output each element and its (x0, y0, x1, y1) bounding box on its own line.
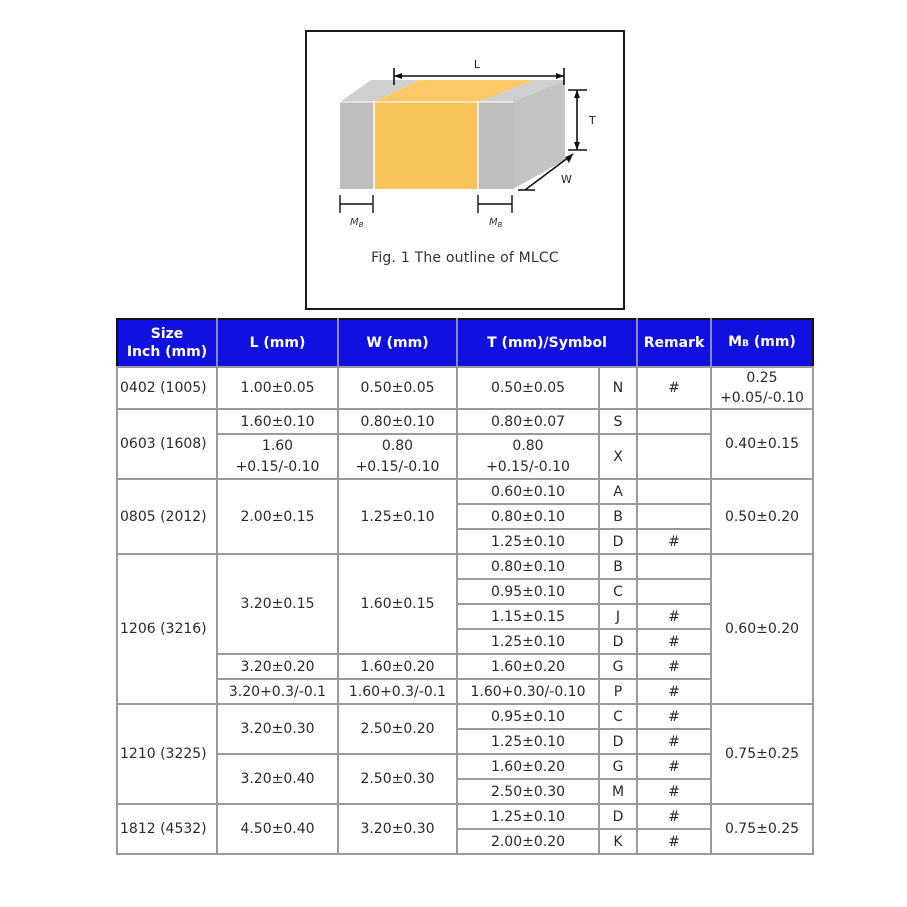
width-cell: 2.50±0.30 (338, 754, 457, 804)
width-cell: 3.20±0.30 (338, 804, 457, 854)
mb-dimension-left (340, 195, 373, 213)
table-row (117, 367, 813, 409)
symbol-cell: J (599, 604, 637, 629)
symbol-cell: B (599, 554, 637, 579)
thickness-cell: 0.80±0.10 (457, 554, 599, 579)
length-cell: 3.20±0.30 (217, 704, 338, 754)
remark-cell (637, 479, 711, 504)
length-cell: 1.60 +0.15/-0.10 (217, 434, 338, 479)
length-cell: 3.20±0.20 (217, 654, 338, 679)
thickness-label: T (589, 114, 596, 127)
width-label: W (561, 173, 572, 186)
mlcc-dimension-table (116, 318, 814, 855)
thickness-cell: 0.80±0.07 (457, 409, 599, 434)
size-cell: 1206 (3216) (117, 554, 217, 704)
remark-cell: # (637, 629, 711, 654)
remark-cell (637, 504, 711, 529)
mb-dimension-right (478, 195, 512, 213)
header-width: W (mm) (338, 319, 457, 367)
length-label: L (473, 58, 481, 71)
symbol-cell: M (599, 779, 637, 804)
table-row (117, 704, 813, 729)
remark-cell: # (637, 367, 711, 409)
remark-cell: # (637, 704, 711, 729)
symbol-cell: D (599, 629, 637, 654)
symbol-cell: S (599, 409, 637, 434)
remark-cell: # (637, 729, 711, 754)
symbol-cell: K (599, 829, 637, 854)
table-row (117, 409, 813, 434)
table-row (117, 554, 813, 579)
symbol-cell: X (599, 434, 637, 479)
symbol-cell: D (599, 804, 637, 829)
table-row (117, 654, 813, 679)
remark-cell: # (637, 654, 711, 679)
width-cell: 1.25±0.10 (338, 479, 457, 554)
thickness-dimension (568, 90, 587, 150)
symbol-cell: D (599, 529, 637, 554)
thickness-cell: 1.25±0.10 (457, 729, 599, 754)
table-row (117, 479, 813, 504)
symbol-cell: G (599, 754, 637, 779)
width-cell: 0.80±0.10 (338, 409, 457, 434)
thickness-cell: 0.95±0.10 (457, 704, 599, 729)
thickness-cell: 1.25±0.10 (457, 629, 599, 654)
body-front (374, 102, 478, 189)
symbol-cell: D (599, 729, 637, 754)
symbol-cell: B (599, 504, 637, 529)
header-size: Size Inch (mm) (117, 319, 217, 367)
thickness-cell: 1.60±0.20 (457, 754, 599, 779)
remark-cell (637, 579, 711, 604)
width-cell: 2.50±0.20 (338, 704, 457, 754)
mb-label-right: $M_B$ (489, 217, 503, 229)
remark-cell: # (637, 829, 711, 854)
thickness-cell: 0.80 +0.15/-0.10 (457, 434, 599, 479)
mlcc-chip-diagram (307, 32, 623, 308)
thickness-cell: 0.50±0.05 (457, 367, 599, 409)
symbol-cell: C (599, 579, 637, 604)
remark-cell: # (637, 529, 711, 554)
mlcc-outline-figure (305, 30, 625, 310)
thickness-cell: 0.60±0.10 (457, 479, 599, 504)
thickness-cell: 0.95±0.10 (457, 579, 599, 604)
mb-cell: 0.75±0.25 (711, 804, 813, 854)
length-cell: 3.20±0.15 (217, 554, 338, 654)
remark-cell: # (637, 679, 711, 704)
left-terminal-front (340, 102, 374, 189)
remark-cell (637, 554, 711, 579)
thickness-cell: 1.25±0.10 (457, 529, 599, 554)
mb-cell: 0.60±0.20 (711, 554, 813, 704)
size-cell: 0603 (1608) (117, 409, 217, 479)
remark-cell (637, 409, 711, 434)
thickness-cell: 1.60+0.30/-0.10 (457, 679, 599, 704)
symbol-cell: G (599, 654, 637, 679)
mb-label-left: $M_B$ (350, 217, 364, 229)
thickness-cell: 1.15±0.15 (457, 604, 599, 629)
width-cell: 1.60±0.15 (338, 554, 457, 654)
remark-cell: # (637, 804, 711, 829)
remark-cell: # (637, 754, 711, 779)
symbol-cell: C (599, 704, 637, 729)
table-row (117, 434, 813, 479)
header-length: L (mm) (217, 319, 338, 367)
header-remark: Remark (637, 319, 711, 367)
length-cell: 4.50±0.40 (217, 804, 338, 854)
length-cell: 3.20±0.40 (217, 754, 338, 804)
thickness-cell: 1.25±0.10 (457, 804, 599, 829)
table-row (117, 679, 813, 704)
length-cell: 3.20+0.3/-0.1 (217, 679, 338, 704)
width-cell: 1.60±0.20 (338, 654, 457, 679)
thickness-cell: 0.80±0.10 (457, 504, 599, 529)
size-cell: 0805 (2012) (117, 479, 217, 554)
length-cell: 1.00±0.05 (217, 367, 338, 409)
right-terminal-front (478, 102, 513, 189)
header-mb: MB (mm) (711, 319, 813, 367)
thickness-cell: 1.60±0.20 (457, 654, 599, 679)
thickness-cell: 2.50±0.30 (457, 779, 599, 804)
width-cell: 0.50±0.05 (338, 367, 457, 409)
mb-cell: 0.50±0.20 (711, 479, 813, 554)
table-row (117, 804, 813, 829)
size-cell: 0402 (1005) (117, 367, 217, 409)
remark-cell (637, 434, 711, 479)
thickness-cell: 2.00±0.20 (457, 829, 599, 854)
figure-caption: Fig. 1 The outline of MLCC (371, 250, 559, 266)
symbol-cell: N (599, 367, 637, 409)
mb-cell: 0.25 +0.05/-0.10 (711, 367, 813, 409)
table-header-row (117, 319, 813, 367)
width-cell: 0.80 +0.15/-0.10 (338, 434, 457, 479)
remark-cell: # (637, 779, 711, 804)
length-cell: 1.60±0.10 (217, 409, 338, 434)
symbol-cell: A (599, 479, 637, 504)
size-cell: 1210 (3225) (117, 704, 217, 804)
remark-cell: # (637, 604, 711, 629)
length-cell: 2.00±0.15 (217, 479, 338, 554)
table-row (117, 754, 813, 779)
mb-cell: 0.75±0.25 (711, 704, 813, 804)
symbol-cell: P (599, 679, 637, 704)
width-cell: 1.60+0.3/-0.1 (338, 679, 457, 704)
size-cell: 1812 (4532) (117, 804, 217, 854)
header-thickness-symbol: T (mm)/Symbol (457, 319, 637, 367)
mb-cell: 0.40±0.15 (711, 409, 813, 479)
